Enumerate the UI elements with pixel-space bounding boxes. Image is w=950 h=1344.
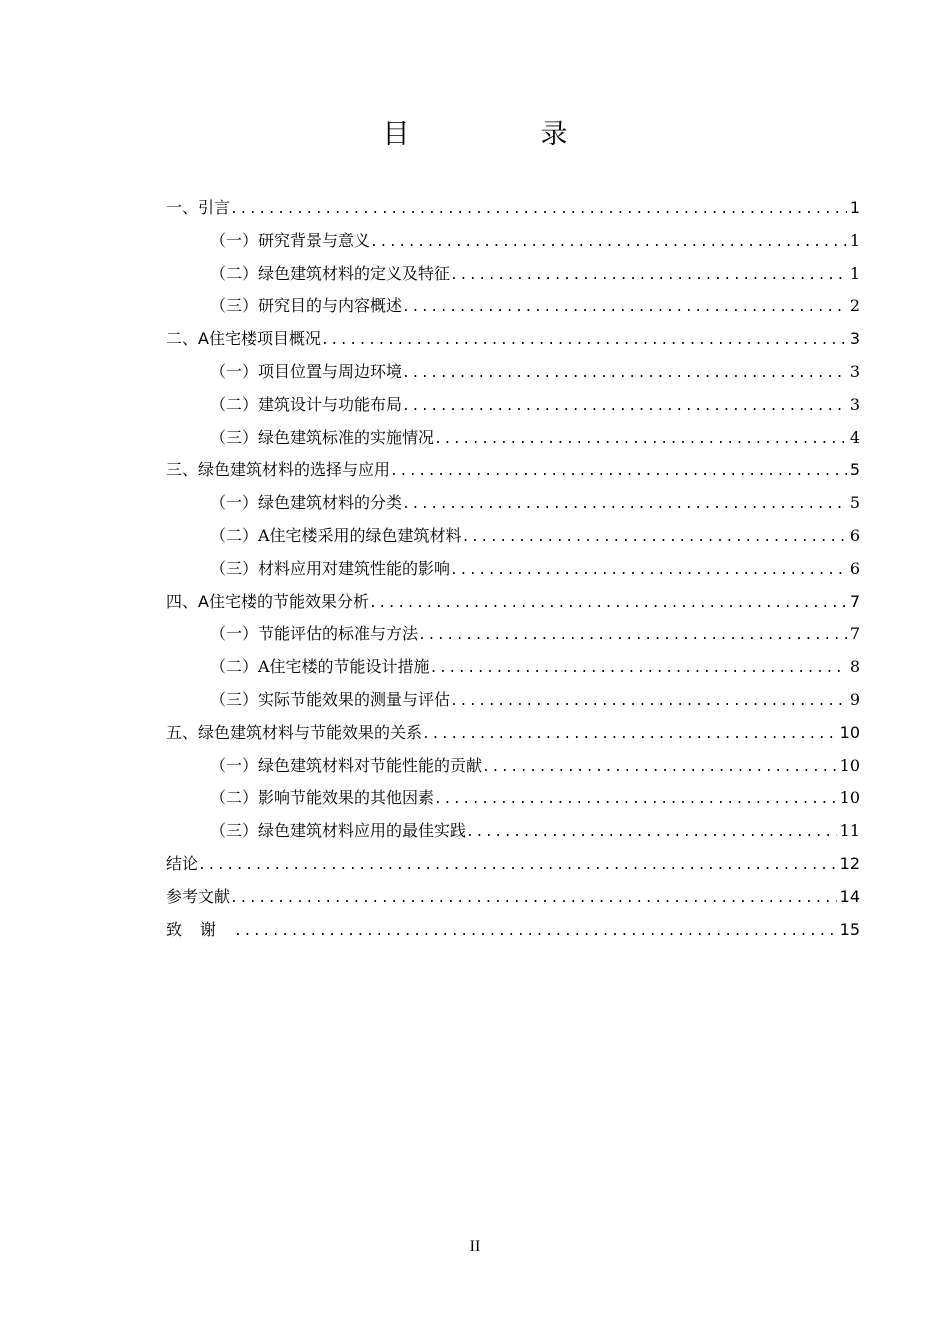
toc-entry-page: 2 bbox=[849, 296, 860, 316]
toc-entry-page: 7 bbox=[849, 624, 860, 644]
toc-entry-energy-design-measures[interactable] bbox=[166, 651, 860, 684]
toc-entry-page: 15 bbox=[839, 919, 860, 939]
toc-entry-page: 7 bbox=[849, 591, 860, 611]
page-title: 目 录 bbox=[382, 119, 620, 150]
toc-entry-research-background[interactable] bbox=[166, 225, 860, 258]
toc-entry-label: （三）材料应用对建筑性能的影响 bbox=[210, 558, 451, 578]
toc-entry-label: （一）绿色建筑材料的分类 bbox=[210, 493, 403, 513]
toc-leader-dots bbox=[434, 784, 837, 815]
toc-entry-label: （一）节能评估的标准与方法 bbox=[210, 624, 419, 644]
toc-leader-dots bbox=[230, 883, 837, 914]
toc-leader-dots bbox=[462, 522, 847, 553]
toc-entry-page: 5 bbox=[849, 493, 860, 513]
toc-entry-label: 四、A住宅楼的节能效果分析 bbox=[166, 591, 369, 611]
toc-entry-label: 五、绿色建筑材料与节能效果的关系 bbox=[166, 722, 423, 742]
toc-leader-dots bbox=[450, 260, 847, 291]
toc-entry-label: 致谢 bbox=[166, 919, 235, 939]
toc-entry-label: （二）建筑设计与功能布局 bbox=[210, 394, 403, 414]
toc-entry-page: 3 bbox=[849, 329, 860, 349]
toc-entry-label: 一、引言 bbox=[166, 198, 231, 217]
toc-entry-page: 3 bbox=[849, 361, 860, 381]
toc-leader-dots bbox=[430, 653, 847, 684]
toc-entry-page: 1 bbox=[849, 263, 860, 283]
toc-entry-page: 11 bbox=[839, 821, 860, 841]
toc-entry-label: （二）A住宅楼采用的绿色建筑材料 bbox=[210, 525, 462, 545]
toc-entry-page: 10 bbox=[839, 788, 860, 808]
toc-entry-page: 8 bbox=[849, 657, 860, 677]
toc-entry-material-selection[interactable] bbox=[166, 454, 860, 487]
toc-leader-dots bbox=[321, 325, 847, 356]
toc-entry-other-factors[interactable] bbox=[166, 782, 860, 815]
toc-entry-label: （二）影响节能效果的其他因素 bbox=[210, 788, 435, 808]
toc-entry-page: 9 bbox=[849, 689, 860, 709]
toc-entry-label: （三）实际节能效果的测量与评估 bbox=[210, 689, 451, 709]
toc-leader-dots bbox=[482, 752, 837, 783]
toc-entry-introduction[interactable] bbox=[166, 192, 860, 225]
toc-entry-label: （二）绿色建筑材料的定义及特征 bbox=[210, 263, 451, 283]
toc-entry-acknowledgements[interactable] bbox=[166, 914, 860, 947]
toc-entry-label: （一）绿色建筑材料对节能性能的贡献 bbox=[210, 755, 483, 775]
toc-entry-label: 参考文献 bbox=[166, 886, 231, 906]
toc-leader-dots bbox=[418, 620, 847, 651]
toc-entry-references[interactable] bbox=[166, 881, 860, 914]
toc-entry-page: 6 bbox=[849, 558, 860, 578]
toc-leader-dots bbox=[466, 817, 837, 848]
toc-entry-label: （一）项目位置与周边环境 bbox=[210, 361, 403, 381]
toc-entry-material-impact[interactable] bbox=[166, 553, 860, 586]
toc-entry-page: 1 bbox=[849, 230, 860, 250]
toc-entry-materials-used[interactable] bbox=[166, 520, 860, 553]
toc-leader-dots bbox=[402, 489, 847, 520]
toc-entry-label: 三、绿色建筑材料的选择与应用 bbox=[166, 460, 391, 480]
toc-entry-page: 3 bbox=[849, 394, 860, 414]
toc-leader-dots bbox=[234, 916, 837, 947]
toc-entry-page: 1 bbox=[849, 198, 860, 217]
toc-entry-material-classification[interactable] bbox=[166, 487, 860, 520]
toc-entry-page: 14 bbox=[839, 886, 860, 906]
toc-leader-dots bbox=[230, 194, 847, 225]
toc-entry-page: 10 bbox=[839, 755, 860, 775]
toc-leader-dots bbox=[450, 686, 847, 717]
toc-leader-dots bbox=[198, 850, 837, 881]
toc-leader-dots bbox=[434, 424, 847, 455]
toc-entry-label: （二）A住宅楼的节能设计措施 bbox=[210, 657, 430, 677]
toc-leader-dots bbox=[402, 358, 847, 389]
toc-entry-energy-analysis[interactable] bbox=[166, 586, 860, 619]
toc-entry-label: 二、A住宅楼项目概况 bbox=[166, 329, 321, 349]
toc-entry-label: （三）绿色建筑材料应用的最佳实践 bbox=[210, 821, 467, 841]
toc-entry-project-overview[interactable] bbox=[166, 323, 860, 356]
toc-entry-label: （一）研究背景与意义 bbox=[210, 230, 371, 250]
toc-entry-page: 10 bbox=[839, 722, 860, 742]
toc-entry-label: 结论 bbox=[166, 853, 199, 873]
toc-entry-material-definition[interactable] bbox=[166, 258, 860, 291]
toc-entry-page: 6 bbox=[849, 525, 860, 545]
toc-entry-research-purpose[interactable] bbox=[166, 290, 860, 323]
toc-entry-evaluation-standards[interactable] bbox=[166, 618, 860, 651]
toc-entry-material-energy-relation[interactable] bbox=[166, 717, 860, 750]
toc-entry-page: 4 bbox=[849, 427, 860, 447]
toc-entry-label: （三）绿色建筑标准的实施情况 bbox=[210, 427, 435, 447]
toc-entry-best-practices[interactable] bbox=[166, 815, 860, 848]
toc-leader-dots bbox=[422, 719, 837, 750]
toc-entry-label: （三）研究目的与内容概述 bbox=[210, 296, 403, 316]
toc-entry-building-design[interactable] bbox=[166, 389, 860, 422]
toc-leader-dots bbox=[402, 292, 847, 323]
toc-leader-dots bbox=[370, 227, 847, 258]
page-number: II bbox=[469, 1238, 481, 1255]
toc-entry-green-standard[interactable] bbox=[166, 422, 860, 455]
toc-entry-page: 5 bbox=[849, 460, 860, 480]
toc-entry-material-contribution[interactable] bbox=[166, 750, 860, 783]
toc-entry-page: 12 bbox=[839, 853, 860, 873]
toc-entry-project-location[interactable] bbox=[166, 356, 860, 389]
toc-leader-dots bbox=[450, 555, 847, 586]
toc-leader-dots bbox=[369, 588, 847, 619]
toc-entry-conclusion[interactable] bbox=[166, 848, 860, 881]
table-of-contents bbox=[166, 192, 860, 946]
toc-leader-dots bbox=[390, 456, 847, 487]
toc-leader-dots bbox=[402, 391, 847, 422]
toc-entry-effect-measurement[interactable] bbox=[166, 684, 860, 717]
